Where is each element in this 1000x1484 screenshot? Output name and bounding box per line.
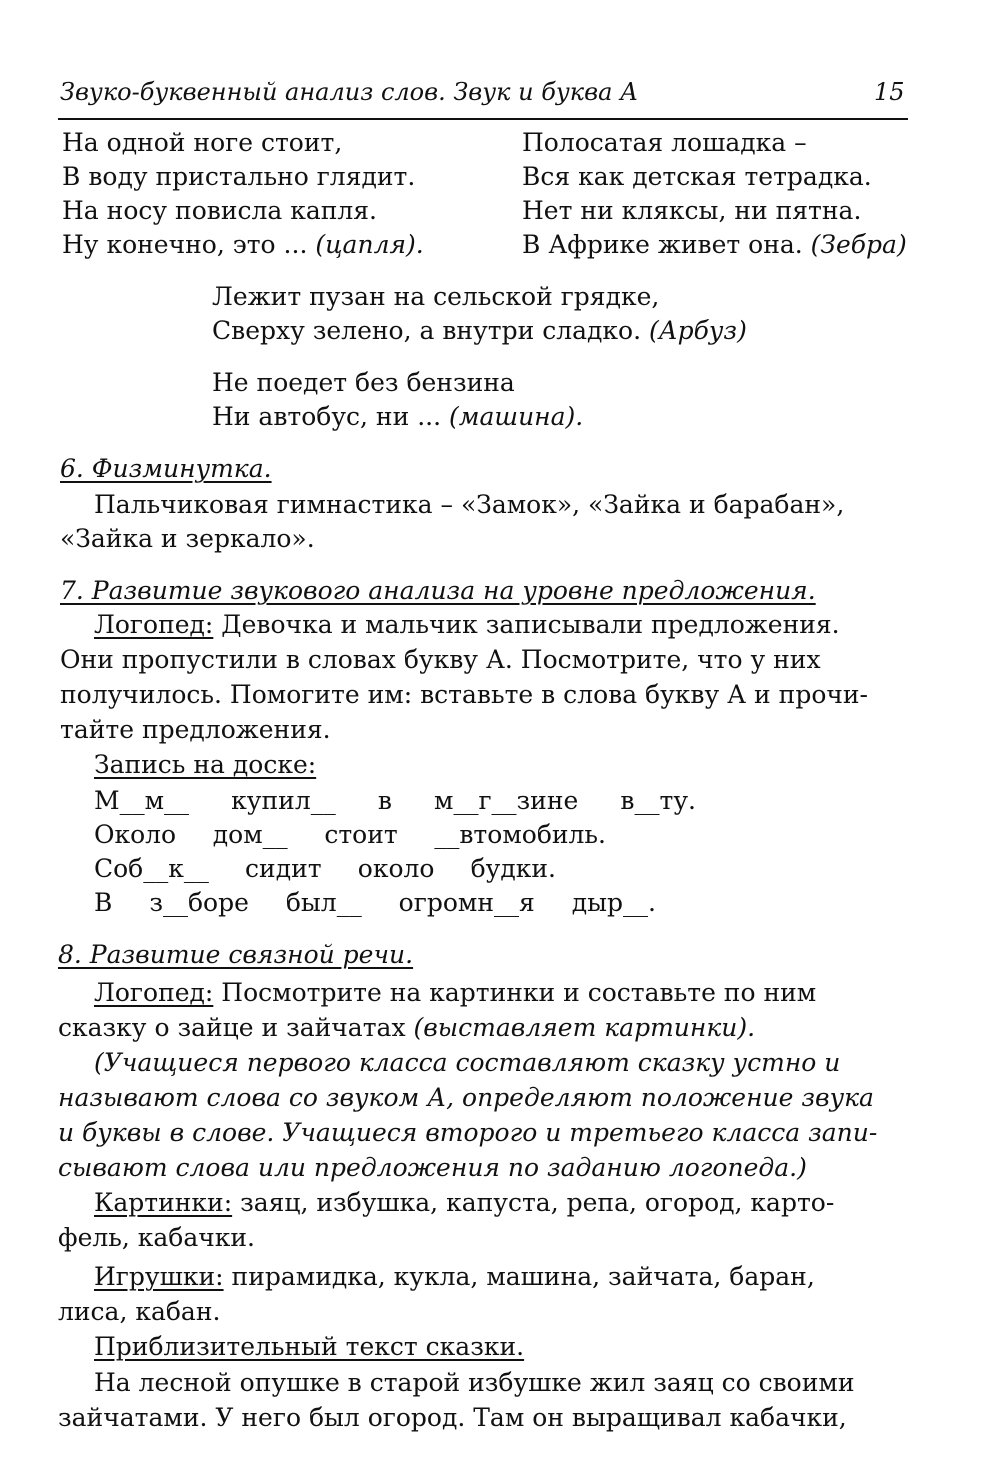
board-word: __втомобиль. <box>434 820 606 849</box>
board-word: Соб__к__ <box>94 854 209 883</box>
section-8-line <box>58 1011 755 1045</box>
section-6-line: «Зайка и зеркало». <box>60 524 315 553</box>
riddle-center-text: Ни автобус, ни ... <box>212 402 449 431</box>
story-line: зайчатами. У него был огород. Там он выращивал кабачки, <box>58 1403 847 1432</box>
riddle-center-line: Лежит пузан на сельской грядке, <box>212 282 660 311</box>
board-word: з__боре <box>149 888 249 917</box>
riddle-right-line: Полосатая лошадка – <box>522 128 807 157</box>
riddle-right-line: Вся как детская тетрадка. <box>522 162 872 191</box>
board-word: стоит <box>324 820 398 849</box>
section-8-note-line: (Учащиеся первого класса составляют сказку устно и <box>94 1048 841 1077</box>
section-7-line: тайте предложения. <box>60 715 331 744</box>
riddle-right-line <box>522 228 907 262</box>
board-sentence <box>94 852 556 886</box>
section-7-heading: 7. Развитие звукового анализа на уровне предложения. <box>60 576 816 605</box>
riddle-left-answer: (цапля). <box>315 230 424 259</box>
section-6-heading: 6. Физминутка. <box>60 454 272 483</box>
riddle-center-answer: (машина). <box>449 402 584 431</box>
board-word: дыр__. <box>571 888 656 917</box>
story-line: На лесной опушке в старой избушке жил заяц со своими <box>94 1368 855 1397</box>
pictures-line: фель, кабачки. <box>58 1223 255 1252</box>
riddle-center-line <box>212 400 583 434</box>
riddle-center-text: Сверху зелено, а внутри сладко. <box>212 316 642 345</box>
riddle-center-line <box>212 314 747 348</box>
board-word: купил__ <box>231 786 336 815</box>
board-word: в <box>377 786 392 815</box>
riddle-right-answer: (Зебра) <box>810 230 907 259</box>
riddle-center-answer: (Арбуз) <box>648 316 747 345</box>
board-word: будки. <box>470 854 556 883</box>
board-word: огромн__я <box>398 888 535 917</box>
riddle-left-line <box>62 228 424 262</box>
board-sentence <box>94 886 656 920</box>
riddle-left-line: На одной ноге стоит, <box>62 128 343 157</box>
section-8-text: сказку о зайце и зайчатах <box>58 1013 414 1042</box>
section-8-line <box>94 976 816 1010</box>
board-word: был__ <box>285 888 362 917</box>
riddle-center-line: Не поедет без бензина <box>212 368 515 397</box>
board-word: В <box>94 888 113 917</box>
section-8-note-line: сывают слова или предложения по заданию логопеда.) <box>58 1153 807 1182</box>
pictures-list: заяц, избушка, капуста, репа, огород, карто- <box>232 1188 835 1217</box>
section-7-text: Девочка и мальчик записывали предложения. <box>213 610 840 639</box>
board-word: в__ту. <box>620 786 696 815</box>
pictures-label: Картинки: <box>94 1188 233 1217</box>
section-8-text: Посмотрите на картинки и составьте по ним <box>213 978 817 1007</box>
running-header-title: Звуко-буквенный анализ слов. Звук и буква А <box>60 78 639 106</box>
speaker-label: Логопед: <box>94 978 214 1007</box>
board-word: Около <box>94 820 177 849</box>
riddle-left-line: На носу повисла капля. <box>62 196 378 225</box>
section-8-heading: 8. Развитие связной речи. <box>58 940 414 969</box>
riddle-left-line: В воду пристально глядит. <box>62 162 416 191</box>
board-label: Запись на доске: <box>94 750 317 779</box>
toys-line <box>94 1260 815 1294</box>
section-7-line: получилось. Помогите им: вставьте в слова букву А и прочи- <box>60 680 869 709</box>
pictures-line <box>94 1186 834 1220</box>
riddle-left-text: Ну конечно, это ... <box>62 230 316 259</box>
riddle-right-line: Нет ни кляксы, ни пятна. <box>522 196 862 225</box>
board-word: сидит <box>245 854 322 883</box>
toys-label: Игрушки: <box>94 1262 224 1291</box>
section-8-remark: (выставляет картинки). <box>413 1013 756 1042</box>
board-word: М__м__ <box>94 786 190 815</box>
board-word: около <box>357 854 435 883</box>
section-7-line <box>94 608 840 642</box>
board-word: дом__ <box>212 820 288 849</box>
board-word: м__г__зине <box>434 786 579 815</box>
section-8-note-line: называют слова со звуком А, определяют положение звука <box>58 1083 874 1112</box>
toys-line: лиса, кабан. <box>58 1297 221 1326</box>
board-sentence <box>94 818 606 852</box>
section-8-note-line: и буквы в слове. Учащиеся второго и третьего класса запи- <box>58 1118 878 1147</box>
section-6-line: Пальчиковая гимнастика – «Замок», «Зайка и барабан», <box>94 490 845 519</box>
board-sentence <box>94 784 696 818</box>
riddle-right-text: В Африке живет она. <box>522 230 811 259</box>
page-number: 15 <box>874 78 905 106</box>
section-7-line: Они пропустили в словах букву А. Посмотрите, что у них <box>60 645 821 674</box>
toys-list: пирамидка, кукла, машина, зайчата, баран, <box>223 1262 815 1291</box>
story-label: Приблизительный текст сказки. <box>94 1332 525 1361</box>
speaker-label: Логопед: <box>94 610 214 639</box>
header-divider <box>58 118 908 120</box>
